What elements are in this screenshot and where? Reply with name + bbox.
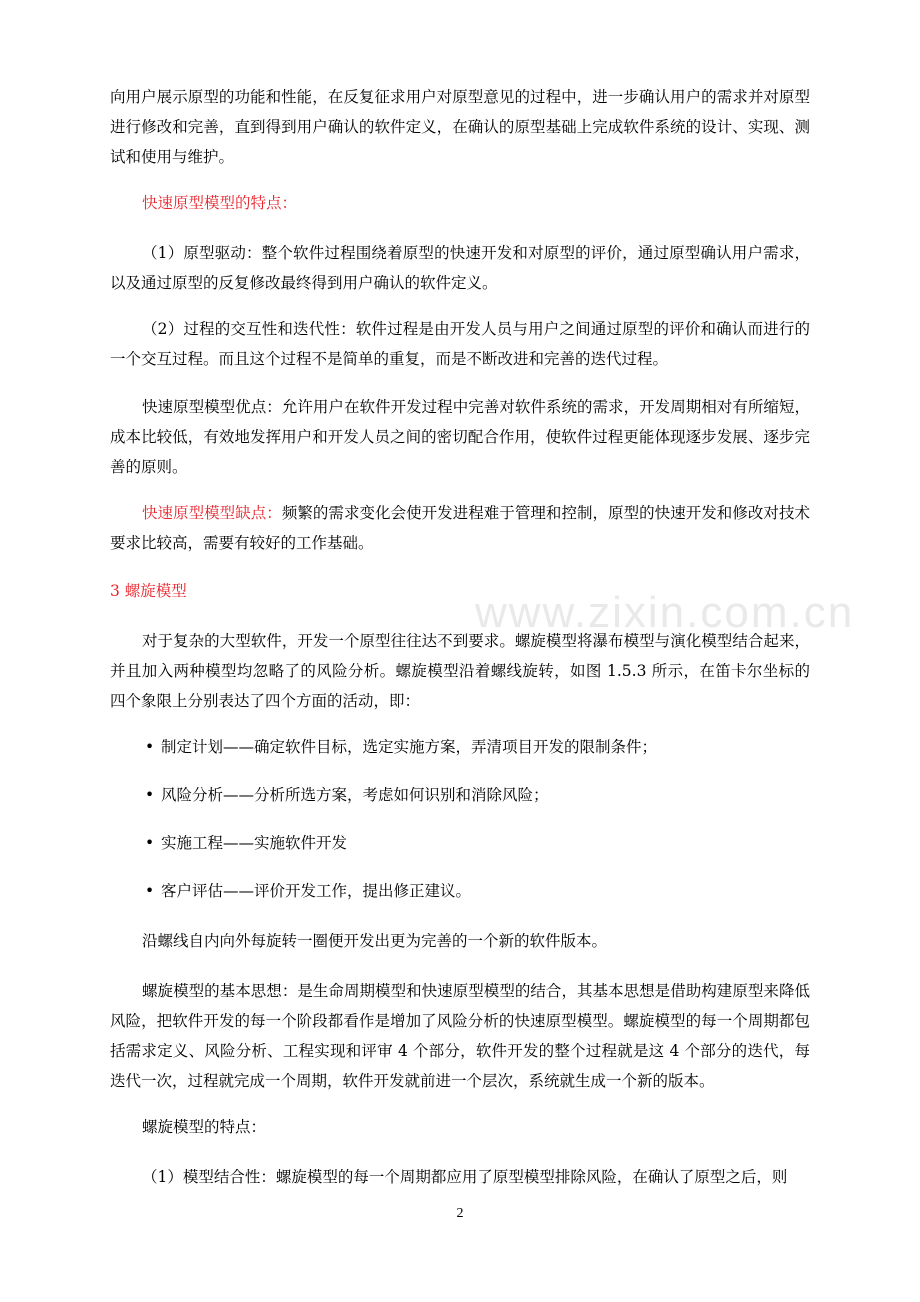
- heading-prototype-features: 快速原型模型的特点：: [142, 194, 298, 212]
- bullet-text: 实施工程——实施软件开发: [161, 834, 348, 852]
- bullet-item: [145, 828, 805, 858]
- heading-spiral-model: 3 螺旋模型: [110, 582, 187, 600]
- paragraph-spiral-intro: 对于复杂的大型软件，开发一个原型往往达不到要求。螺旋模型将瀑布模型与演化模型结合起来，并且加入两种模型均忽略了的风险分析。螺旋模型沿着螺线旋转，如图 1.5.3 所示，在笛卡尔坐标的四个象限上分别表达了四个方面的活动，即：: [110, 632, 810, 710]
- paragraph-prototype-intro: 向用户展示原型的功能和性能，在反复征求用户对原型意见的过程中，进一步确认用户的需求并对原型进行修改和完善，直到得到用户确认的软件定义，在确认的原型基础上完成软件系统的设计、实现、测试和使用与维护。: [110, 88, 810, 166]
- bullet-text: 风险分析——分析所选方案，考虑如何识别和消除风险；: [161, 786, 549, 804]
- paragraph-disadvantages: [110, 498, 810, 558]
- bullet-dot-icon: •: [145, 738, 155, 756]
- bullet-dot-icon: •: [145, 786, 155, 804]
- paragraph-advantages: 快速原型模型优点：允许用户在软件开发过程中完善对软件系统的需求，开发周期相对有所缩短，成本比较低，有效地发挥用户和开发人员之间的密切配合作用，使软件过程更能体现逐步发展、逐步完善的原则。: [110, 398, 810, 476]
- paragraph-feature-1: （1）原型驱动：整个软件过程围绕着原型的快速开发和对原型的评价，通过原型确认用户需求，以及通过原型的反复修改最终得到用户确认的软件定义。: [110, 244, 810, 292]
- paragraph-spiral-feature-1: （1）模型结合性：螺旋模型的每一个周期都应用了原型模型排除风险，在确认了原型之后，则: [142, 1168, 788, 1186]
- bullet-item: [145, 780, 805, 810]
- bullet-text: 制定计划——确定软件目标，选定实施方案，弄清项目开发的限制条件；: [161, 738, 658, 756]
- disadvantages-label: 快速原型模型缺点：: [142, 504, 282, 522]
- paragraph-spiral-turn: 沿螺线自内向外每旋转一圈便开发出更为完善的一个新的软件版本。: [142, 932, 608, 950]
- bullet-item: [145, 732, 805, 762]
- disadvantages-text: 频繁的需求变化会使开发进程难于管理和控制，原型的快速开发和修改对技术要求比较高，需要有较好的工作基础。: [110, 504, 810, 552]
- page-number: 2: [456, 1206, 464, 1221]
- bullet-item: [145, 876, 805, 906]
- bullet-dot-icon: •: [145, 834, 155, 852]
- bullet-dot-icon: •: [145, 882, 155, 900]
- paragraph-spiral-idea: 螺旋模型的基本思想：是生命周期模型和快速原型模型的结合，其基本思想是借助构建原型来降低风险，把软件开发的每一个阶段都看作是增加了风险分析的快速原型模型。螺旋模型的每一个周期都包括需求定义、风险分析、工程实现和评审 4 个部分，软件开发的整个过程就是这 4 个部分的迭代，每迭代一次，过程就完成一个周期，软件开发就前进一个层次，系统就生成一个新的版本。: [110, 982, 810, 1090]
- watermark: www.zixin.com.cn: [475, 588, 855, 637]
- paragraph-spiral-features-heading: 螺旋模型的特点：: [142, 1118, 267, 1136]
- bullet-text: 客户评估——评价开发工作，提出修正建议。: [161, 882, 472, 900]
- paragraph-feature-2: （2）过程的交互性和迭代性：软件过程是由开发人员与用户之间通过原型的评价和确认而进行的一个交互过程。而且这个过程不是简单的重复，而是不断改进和完善的迭代过程。: [110, 320, 810, 368]
